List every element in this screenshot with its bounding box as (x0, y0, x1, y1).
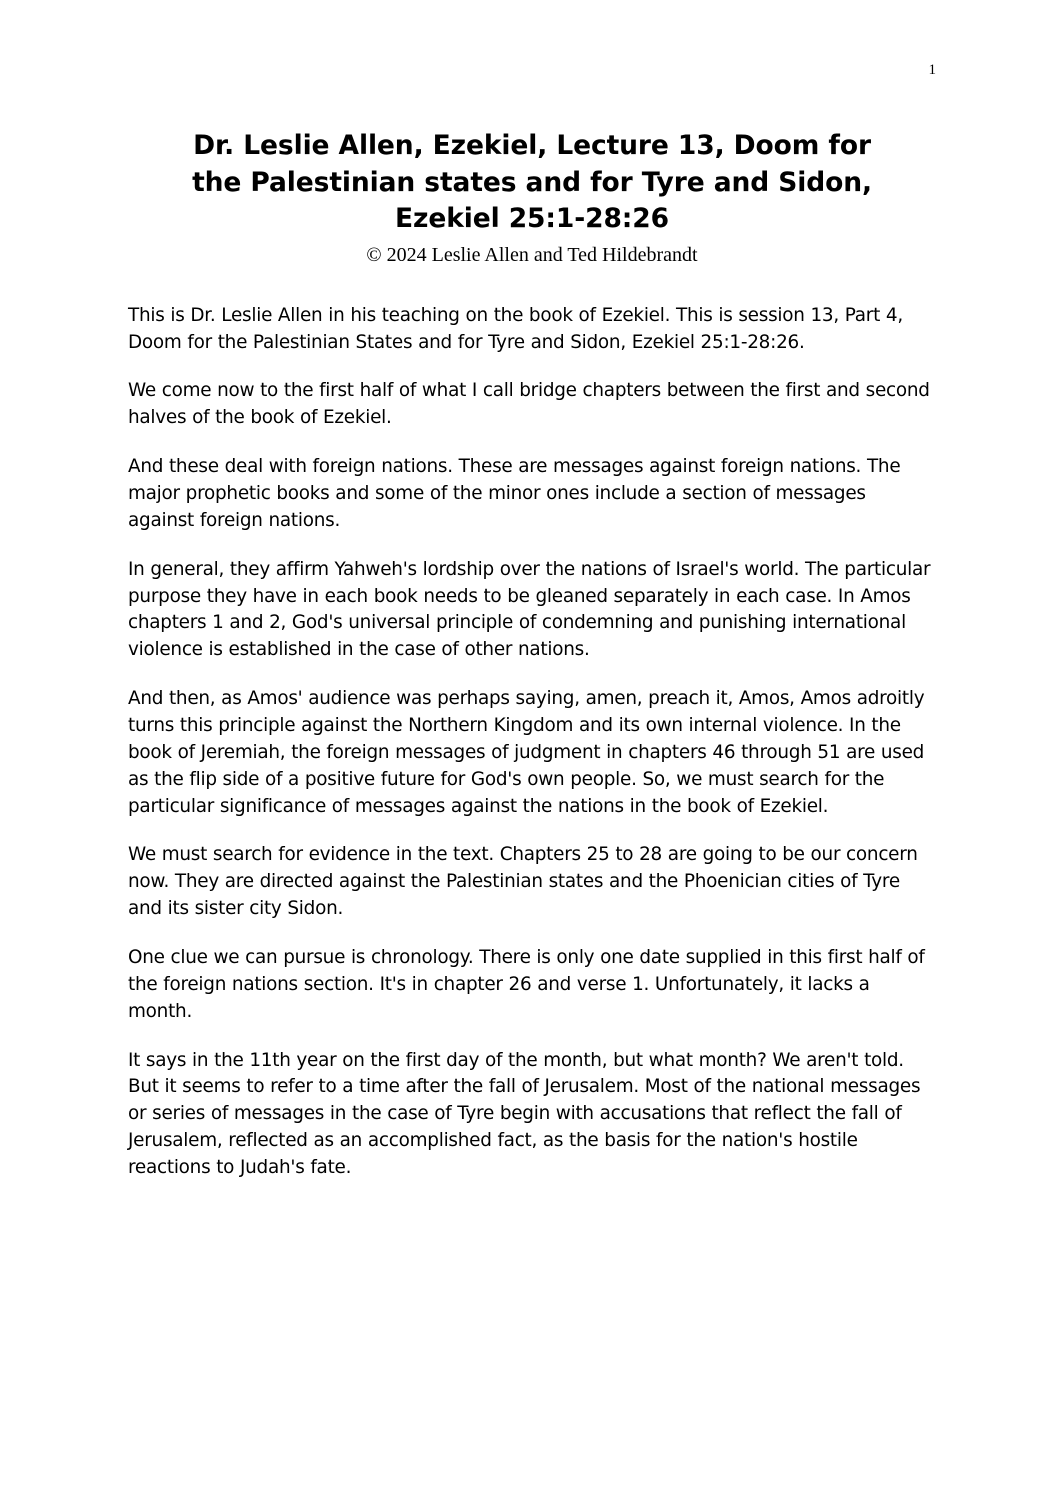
page-title-line-3: Ezekiel 25:1-28:26 (395, 203, 669, 235)
paragraph: And then, as Amos' audience was perhaps saying, amen, preach it, Amos, Amos adroitly turns this principle against the Northern Kingdom and its own internal violence. In the book of Jeremiah, the foreign messages of judgment in chapters 46 through 51 are used as the flip side of a positive future for God's own people. So, we must search for the particular significance of messages against the nations in the book of Ezekiel. (128, 688, 925, 817)
paragraph: We must search for evidence in the text. Chapters 25 to 28 are going to be our concern now. They are directed against the Palestinian states and the Phoenician cities of Tyre and its sister city Sidon. (128, 844, 918, 920)
paragraph: This is Dr. Leslie Allen in his teaching on the book of Ezekiel. This is session 13, Part 4, Doom for the Palestinian States and for Tyre and Sidon, Ezekiel 25:1-28:26. (128, 304, 903, 353)
document-body (128, 303, 936, 1182)
paragraph: In general, they affirm Yahweh's lordship over the nations of Israel's world. The particular purpose they have in each book needs to be gleaned separately in each case. In Amos chapters 1 and 2, God's universal principle of condemning and punishing international violence is established in the case of other nations. (128, 558, 931, 661)
paragraph: And these deal with foreign nations. These are messages against foreign nations. The major prophetic books and some of the minor ones include a section of messages against foreign nations. (128, 456, 901, 531)
page-number: 1 (928, 62, 936, 78)
page-title-line-2: the Palestinian states and for Tyre and Sidon, (192, 166, 872, 198)
page-title-line-1: Dr. Leslie Allen, Ezekiel, Lecture 13, Doom for (193, 130, 871, 161)
paragraph: It says in the 11th year on the first day of the month, but what month? We aren't told. But it seems to refer to a time after the fall of Jerusalem. Most of the national messages or series of messages in the case of Tyre begin with accusations that reflect the fall of Jerusalem, reflected as an accomplished fact, as the basis for the nation's hostile reactions to Judah's fate. (128, 1049, 921, 1179)
copyright-notice: © 2024 Leslie Allen and Ted Hildebrandt (366, 243, 698, 266)
page-title (128, 128, 936, 238)
paragraph: One clue we can pursue is chronology. There is only one date supplied in this first half of the foreign nations section. It's in chapter 26 and verse 1. Unfortunately, it lacks a month. (128, 947, 925, 1022)
paragraph: We come now to the first half of what I call bridge chapters between the first and second halves of the book of Ezekiel. (128, 380, 930, 429)
